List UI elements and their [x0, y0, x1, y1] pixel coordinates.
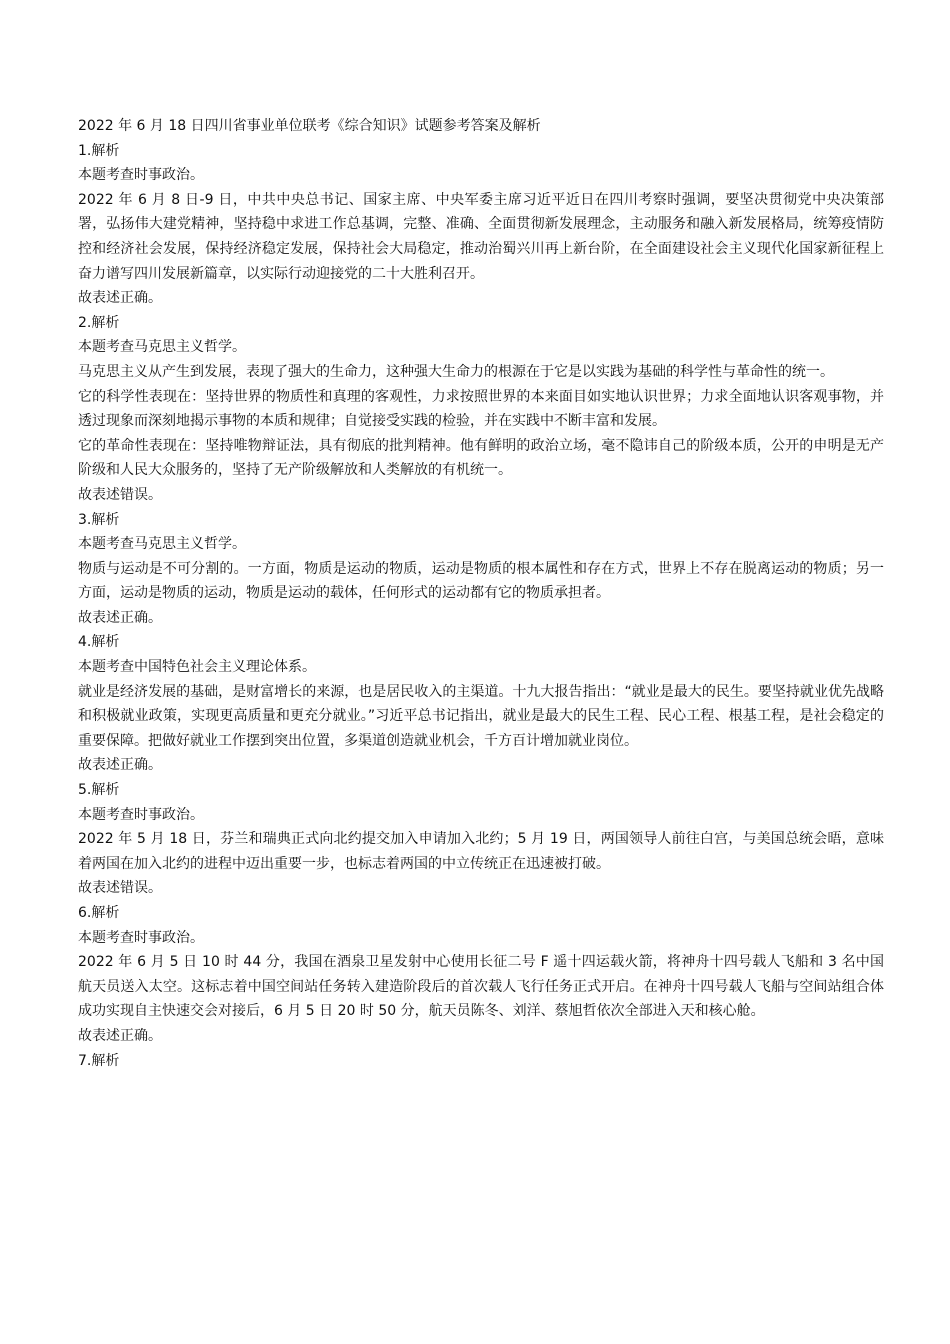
- question-heading: 5.解析: [78, 782, 120, 799]
- question-paragraph: 马克思主义从产生到发展，表现了强大的生命力，这种强大生命力的根源在于它是以实践为基础的科学性与革命性的统一。: [78, 363, 834, 380]
- question-topic: 本题考查时事政治。: [78, 806, 204, 823]
- question-block-1: [78, 139, 884, 311]
- question-paragraph: 2022 年 6 月 8 日-9 日，中共中央总书记、国家主席、中央军委主席习近平近日在四川考察时强调，要坚决贯彻党中央决策部署，弘扬伟大建党精神，坚持稳中求进工作总基调，完整、准确、全面贯彻新发展理念，主动服务和融入新发展格局，统筹疫情防控和经济社会发展，保持经济稳定发展，保持社会大局稳定，推动治蜀兴川再上新台阶，在全面建设社会主义现代化国家新征程上奋力谱写四川发展新篇章，以实际行动迎接党的二十大胜利召开。: [78, 191, 884, 282]
- question-paragraph: 它的科学性表现在：坚持世界的物质性和真理的客观性，力求按照世界的本来面目如实地认识世界；力求全面地认识客观事物，并透过现象而深刻地揭示事物的本质和规律；自觉接受实践的检验，并在实践中不断丰富和发展。: [78, 388, 884, 430]
- question-topic: 本题考查马克思主义哲学。: [78, 536, 246, 553]
- question-heading: 1.解析: [78, 142, 120, 159]
- question-block-3: [78, 508, 884, 631]
- question-paragraph: 物质与运动是不可分割的。一方面，物质是运动的物质，运动是物质的根本属性和存在方式，世界上不存在脱离运动的物质；另一方面，运动是物质的运动，物质是运动的载体，任何形式的运动都有它的物质承担者。: [78, 560, 884, 602]
- question-conclusion: 故表述错误。: [78, 486, 162, 503]
- question-heading: 6.解析: [78, 905, 120, 921]
- question-heading: 4.解析: [78, 634, 120, 651]
- question-conclusion: 故表述正确。: [78, 757, 162, 774]
- question-topic: 本题考查马克思主义哲学。: [78, 339, 246, 356]
- question-conclusion: 故表述错误。: [78, 880, 162, 897]
- question-paragraph: 2022 年 5 月 18 日，芬兰和瑞典正式向北约提交加入申请加入北约；5 月 19 日，两国领导人前往白宫，与美国总统会晤，意味着两国在加入北约的进程中迈出重要一步，也标志着两国的中立传统正在迅速被打破。: [78, 831, 884, 872]
- question-paragraph: 2022 年 6 月 5 日 10 时 44 分，我国在酒泉卫星发射中心使用长征二号 F 遥十四运载火箭，将神舟十四号载人飞船和 3 名中国航天员送入太空。这标志着中国空间站任务转入建造阶段后的首次载人飞行任务正式开启。在神舟十四号载人飞船与空间站组合体成功实现自主快速交会对接后，6 月 5 日 20 时 50 分，航天员陈冬、刘洋、蔡旭哲依次全部进入天和核心舱。: [78, 954, 884, 1020]
- document-title: 2022 年 6 月 18 日四川省事业单位联考《综合知识》试题参考答案及解析: [78, 118, 541, 134]
- question-paragraph: 就业是经济发展的基础，是财富增长的来源，也是居民收入的主渠道。十九大报告指出：“就业是最大的民生。要坚持就业优先战略和积极就业政策，实现更高质量和更充分就业。”习近平总书记指出，就业是最大的民生工程、民心工程、根基工程，是社会稳定的重要保障。把做好就业工作摆到突出位置，多渠道创造就业机会，千方百计增加就业岗位。: [78, 683, 884, 749]
- question-conclusion: 故表述正确。: [78, 609, 162, 626]
- document-page: [78, 114, 884, 1073]
- question-heading-7: 7.解析: [78, 1052, 120, 1069]
- question-topic: 本题考查中国特色社会主义理论体系。: [78, 659, 316, 676]
- question-heading: 3.解析: [78, 511, 120, 528]
- question-heading: 2.解析: [78, 314, 120, 331]
- question-conclusion: 故表述正确。: [78, 290, 162, 307]
- question-block-4: [78, 630, 884, 778]
- question-conclusion: 故表述正确。: [78, 1027, 162, 1044]
- question-topic: 本题考查时事政治。: [78, 929, 204, 946]
- question-block-2: [78, 311, 884, 508]
- question-block-6: [78, 901, 884, 1049]
- question-paragraph: 它的革命性表现在：坚持唯物辩证法，具有彻底的批判精神。他有鲜明的政治立场，毫不隐讳自己的阶级本质，公开的申明是无产阶级和人民大众服务的，坚持了无产阶级解放和人类解放的有机统一。: [78, 437, 884, 479]
- question-topic: 本题考查时事政治。: [78, 167, 204, 184]
- question-block-5: [78, 778, 884, 901]
